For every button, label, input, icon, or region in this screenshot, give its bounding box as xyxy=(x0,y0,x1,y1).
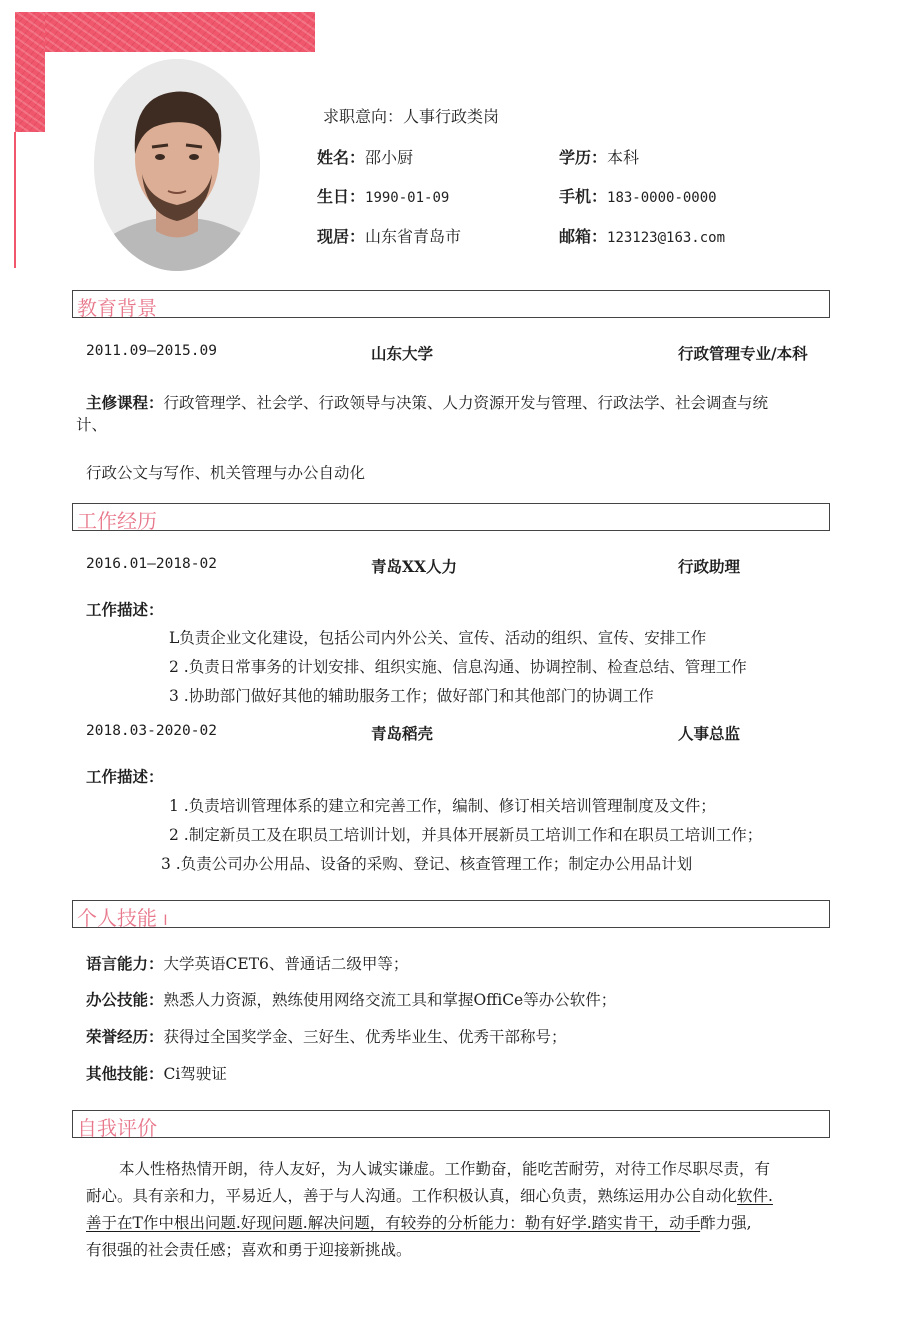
section-skills xyxy=(72,900,830,928)
education-date: 2011.09—2015.09 xyxy=(86,343,217,359)
self-eval-line-1: 本人性格热情开朗，待人友好，为人诚实谦虚。工作勤奋，能吃苦耐劳，对待工作尽职尽责，有 xyxy=(119,1160,771,1178)
skill-honors xyxy=(86,1025,567,1047)
education-field xyxy=(559,145,639,168)
job-1-date: 2016.01—2018-02 xyxy=(86,556,217,572)
section-education xyxy=(72,290,830,318)
phone-field xyxy=(559,184,717,207)
skill-honors-label: 荣誉经历： xyxy=(86,1027,164,1046)
birth-label: 生日： xyxy=(317,187,366,206)
residence-value: 山东省青岛市 xyxy=(365,227,462,246)
courses-line-2: 计、 xyxy=(76,416,108,434)
residence-label: 现居： xyxy=(317,227,366,246)
courses-line-3: 行政公文与写作、机关管理与办公自动化 xyxy=(86,464,366,482)
self-eval-line-3 xyxy=(86,1210,826,1237)
self-eval-line-3-a: 善于在T作中根出问题.好现问题.解决问题，有较券的分析能力：勒有好学.踏实肯干，动手 xyxy=(86,1214,701,1232)
self-eval-line-2-a: 耐心。具有亲和力，平易近人，善于与人沟通。工作积极认真，细心负责，熟练运用办公自动化 xyxy=(86,1187,738,1205)
section-self-eval xyxy=(72,1110,830,1138)
courses-label: 主修课程： xyxy=(86,393,164,412)
profile-photo xyxy=(94,59,260,271)
job-2-desc-label: 工作描述： xyxy=(86,767,164,786)
job-2-item-1: 1 .负责培训管理体系的建立和完善工作，编制、修订相关培训管理制度及文件； xyxy=(169,797,716,815)
phone-label: 手机： xyxy=(559,187,608,206)
self-eval-line-2-b: 软件. xyxy=(737,1187,773,1205)
section-work xyxy=(72,503,830,531)
phone-value: 183-0000-0000 xyxy=(607,190,717,206)
birth-field xyxy=(317,184,449,207)
birth-value: 1990-01-09 xyxy=(365,190,450,206)
job-intent-label: 求职意向： xyxy=(323,107,404,126)
education-major: 行政管理专业/本科 xyxy=(678,344,808,363)
portrait-illustration xyxy=(94,59,260,271)
skill-other-label: 其他技能： xyxy=(86,1064,164,1083)
name-value: 邵小厨 xyxy=(365,148,414,167)
skill-honors-value: 获得过全国奖学金、三好生、优秀毕业生、优秀干部称号； xyxy=(163,1028,567,1046)
skill-office-value: 熟悉人力资源，熟练使用网络交流工具和掌握OffiCe等办公软件； xyxy=(163,991,617,1009)
skill-other xyxy=(86,1062,227,1084)
section-self-eval-title: 自我评价 xyxy=(77,1116,157,1140)
residence-field xyxy=(317,224,461,247)
job-1-item-2: 2 .负责日常事务的计划安排、组织实施、信息沟通、协调控制、检查总结、管理工作 xyxy=(169,658,747,676)
courses-line-1 xyxy=(86,391,768,413)
self-eval-line-3-b: 酢力强, xyxy=(700,1214,752,1232)
job-1-desc-label: 工作描述： xyxy=(86,600,164,619)
job-1-position: 行政助理 xyxy=(678,557,741,576)
corner-decoration-line xyxy=(14,132,16,268)
section-work-title: 工作经历 xyxy=(77,509,157,533)
self-eval-paragraph xyxy=(86,1156,826,1264)
education-label: 学历： xyxy=(559,148,608,167)
section-skills-title-text: 个人技能 xyxy=(77,906,157,930)
skill-language xyxy=(86,952,408,974)
email-label: 邮箱： xyxy=(559,227,608,246)
skill-other-value: Ci驾驶证 xyxy=(163,1065,227,1083)
self-eval-line-2 xyxy=(86,1183,826,1210)
job-1-company: 青岛XX人力 xyxy=(371,557,458,576)
skill-language-label: 语言能力： xyxy=(86,954,164,973)
education-school: 山东大学 xyxy=(371,344,434,363)
education-value: 本科 xyxy=(607,148,640,167)
corner-decoration-left xyxy=(15,12,45,132)
corner-decoration-top xyxy=(15,12,315,52)
job-2-item-3: 3 .负责公司办公用品、设备的采购、登记、核查管理工作；制定办公用品计划 xyxy=(161,855,693,873)
section-skills-title-suffix: I xyxy=(163,913,168,929)
section-education-title: 教育背景 xyxy=(77,296,157,320)
courses-text-1: 行政管理学、社会学、行政领导与决策、人力资源开发与管理、行政法学、社会调查与统 xyxy=(163,394,769,412)
email-field xyxy=(559,224,725,247)
job-2-item-2: 2 .制定新员工及在职员工培训计划，并具体开展新员工培训工作和在职员工培训工作； xyxy=(169,826,763,844)
job-2-position: 人事总监 xyxy=(678,724,741,743)
self-eval-line-4: 有很强的社会责任感；喜欢和勇于迎接新挑战。 xyxy=(86,1241,412,1259)
email-value: 123123@163.com xyxy=(607,230,726,246)
name-field xyxy=(317,145,413,168)
section-skills-title xyxy=(77,902,168,931)
skill-language-value: 大学英语CET6、普通话二级甲等； xyxy=(163,955,409,973)
job-intent xyxy=(323,104,499,127)
skill-office-label: 办公技能： xyxy=(86,990,164,1009)
job-2-company: 青岛稻壳 xyxy=(371,724,434,743)
job-intent-value: 人事行政类岗 xyxy=(403,107,500,126)
skill-office xyxy=(86,988,616,1010)
job-2-date: 2018.03-2020-02 xyxy=(86,723,217,739)
job-1-item-3: 3 .协助部门做好其他的辅助服务工作；做好部门和其他部门的协调工作 xyxy=(169,687,654,705)
job-1-item-1: L负责企业文化建设，包括公司内外公关、宣传、活动的组织、宣传、安排工作 xyxy=(169,629,707,647)
name-label: 姓名： xyxy=(317,148,366,167)
